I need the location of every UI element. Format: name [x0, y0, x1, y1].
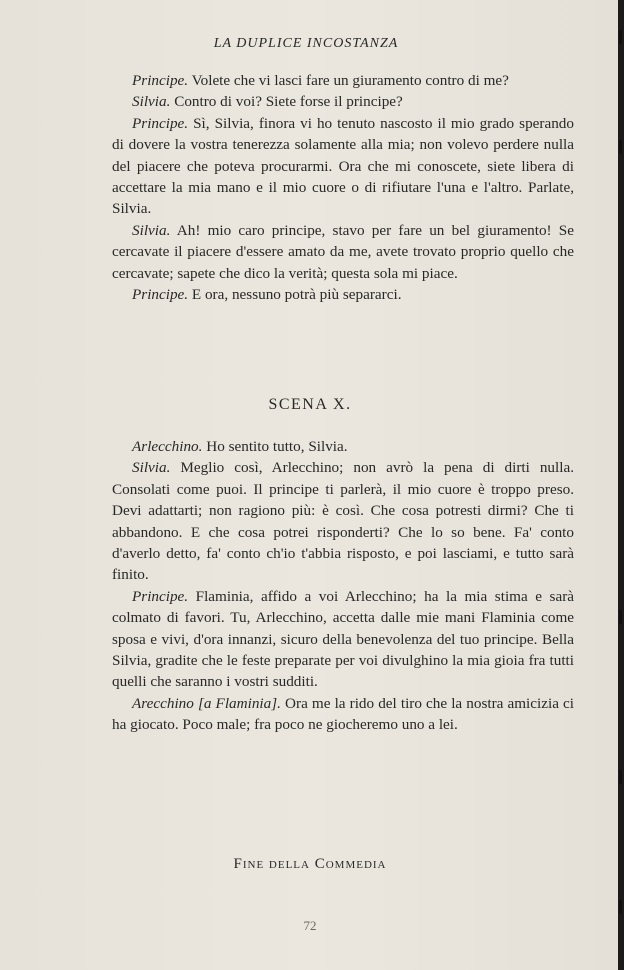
speech-text: Meglio così, Arlecchino; non avrò la pena di dirti nulla. Consolati come puoi. Il principe ti parlerà, il mio cuore è troppo preso. Devi adattarti; non ragiono più: è così. Che cosa potresti dirmi? Che ti abbandono. E che cosa potrei risponderti? Che lo so bene. Fa' conto d'averlo detto, fa' conto ch'io t'abbia risposto, e poi lasciami, e tutto sarà finito. [112, 459, 574, 584]
dialogue-block-scene [112, 436, 574, 736]
speech-text: Sì, Silvia, finora vi ho tenuto nascosto il mio grado sperando di dovere la vostra tenerezza solamente alla mia; non volevo perdere nulla del piacere che poteva procurarmi. Ora che mi conoscete, siete libera di accettare la mia mano e il mio cuore o di rifiutare l'una e l'altro. Parlate, Silvia. [112, 114, 574, 218]
speech [112, 113, 574, 220]
scene-title: SCENA X. [268, 396, 352, 413]
speaker-name: Principe. [132, 286, 189, 304]
speaker-name: Silvia. [132, 93, 171, 111]
speech-text: Ora me la rido del tiro che la nostra amicizia ci ha giocato. Poco male; fra poco ne giocheremo uno a lei. [112, 694, 574, 734]
page-edge [618, 0, 624, 970]
edge-mark [619, 30, 622, 44]
speech-text: Flaminia, affido a voi Arlecchino; ha la mia stima e sarà colmato di favori. Tu, Arlecchino, accetta dalle mie mani Flaminia come sposa e vivi, d'ora innanzi, sicuro della benevolenza del tuo principe. Bella Silvia, gradite che le feste preparate per voi divulghino la mia gioia fra tutti quelli che saranno i vostri sudditi. [112, 587, 574, 691]
speech [112, 70, 574, 91]
speech [112, 586, 574, 693]
speaker-name: Principe. [132, 114, 189, 132]
speaker-name: Silvia. [132, 221, 171, 239]
dialogue-block-top [112, 70, 574, 305]
speaker-name: Silvia. [132, 459, 171, 477]
edge-mark [619, 770, 622, 784]
speech-text: Volete che vi lasci fare un giuramento contro di me? [188, 72, 509, 89]
edge-mark [619, 140, 622, 154]
speech [112, 220, 574, 284]
speech [112, 284, 574, 305]
speech [112, 457, 574, 585]
speech-text: Ho sentito tutto, Silvia. [202, 438, 348, 455]
speech-text: Ah! mio caro principe, stavo per fare un bel giuramento! Se cercavate il piacere d'essere amato da me, avete trovato proprio quello che cercavate; sapete che dico la verità; questa sola mi piace. [112, 221, 574, 282]
speech [112, 693, 574, 736]
ending-title: Fine della Commedia [233, 856, 387, 872]
speech [112, 91, 574, 112]
speech-text: Contro di voi? Siete forse il principe? [170, 93, 403, 111]
speaker-name: Principe. [132, 587, 189, 605]
speaker-name: Principe. [132, 72, 189, 89]
speech [112, 436, 574, 457]
speech-text: E ora, nessuno potrà più separarci. [188, 286, 402, 304]
speaker-name: Arlecchino. [132, 438, 203, 455]
edge-mark [619, 900, 622, 914]
running-head: LA DUPLICE INCOSTANZA [213, 36, 399, 51]
speaker-name: Arecchino [a Flaminia]. [132, 694, 281, 712]
edge-mark [619, 610, 622, 624]
page-number: 72 [303, 918, 317, 933]
